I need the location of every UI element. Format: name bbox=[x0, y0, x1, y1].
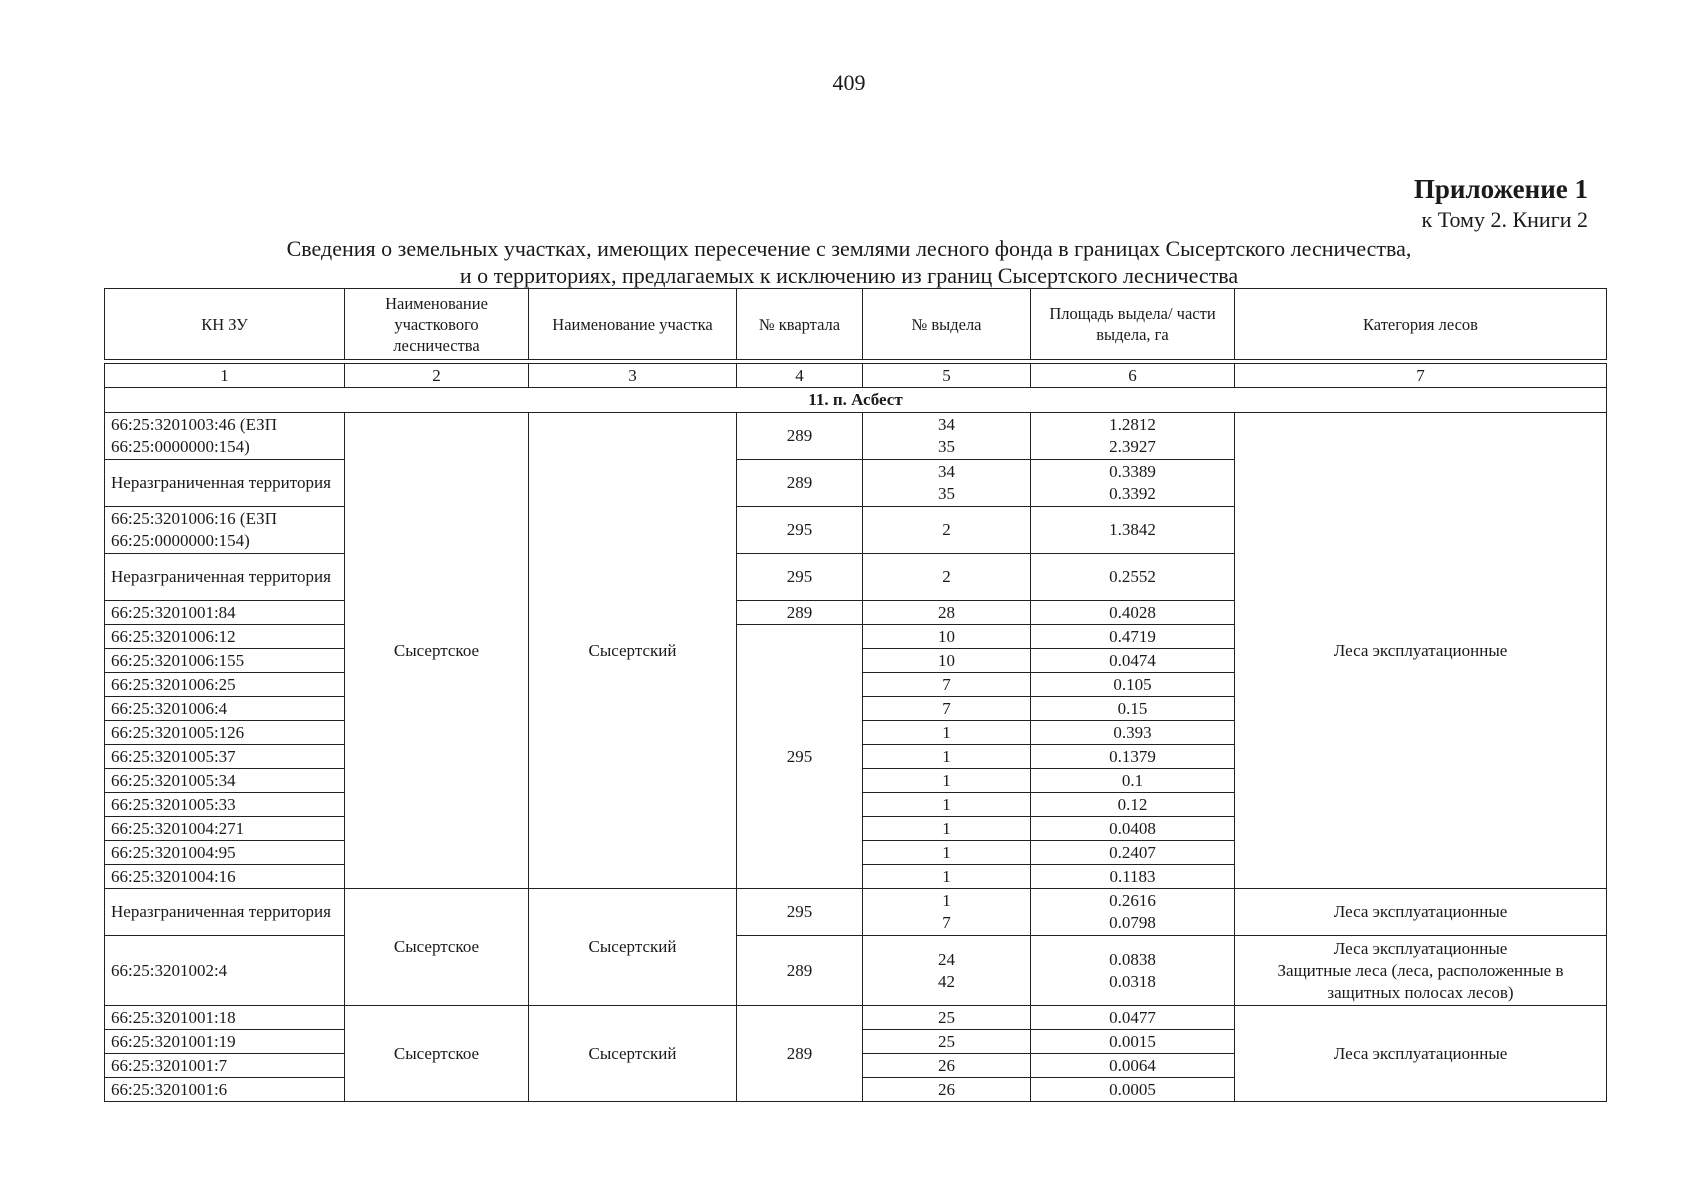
area-cell: 0.1 bbox=[1031, 769, 1235, 793]
column-number: 4 bbox=[737, 364, 863, 388]
page-number: 409 bbox=[832, 70, 866, 95]
section-row bbox=[105, 388, 1607, 413]
lesnichestvo-cell: Сысертское bbox=[345, 889, 529, 1006]
kn-cell: 66:25:3201001:6 bbox=[105, 1078, 345, 1102]
area-cell: 0.393 bbox=[1031, 721, 1235, 745]
kn-cell: 66:25:3201005:37 bbox=[105, 745, 345, 769]
document-title-line-1: Сведения о земельных участках, имеющих пересечение с землями лесного фонда в границах Сысертского лесничества, bbox=[286, 236, 1412, 261]
vydel-cell: 10 bbox=[863, 649, 1031, 673]
document-title bbox=[0, 235, 1698, 289]
kvartal-cell: 289 bbox=[737, 936, 863, 1006]
header-area: Площадь выдела/ части выдела, га bbox=[1031, 289, 1235, 360]
area-cell: 0.0005 bbox=[1031, 1078, 1235, 1102]
vydel-cell: 7 bbox=[863, 697, 1031, 721]
kn-cell: 66:25:3201006:155 bbox=[105, 649, 345, 673]
kn-cell: 66:25:3201004:271 bbox=[105, 817, 345, 841]
vydel-cell: 1 7 bbox=[863, 889, 1031, 936]
kn-cell: 66:25:3201006:4 bbox=[105, 697, 345, 721]
kn-cell: Неразграниченная территория bbox=[105, 554, 345, 601]
header-category: Категория лесов bbox=[1235, 289, 1607, 360]
area-cell: 0.4028 bbox=[1031, 601, 1235, 625]
column-number: 6 bbox=[1031, 364, 1235, 388]
vydel-cell: 26 bbox=[863, 1078, 1031, 1102]
uchastok-cell: Сысертский bbox=[529, 889, 737, 1006]
section-title: 11. п. Асбест bbox=[105, 388, 1607, 413]
vydel-cell: 2 bbox=[863, 507, 1031, 554]
vydel-cell: 24 42 bbox=[863, 936, 1031, 1006]
column-number: 3 bbox=[529, 364, 737, 388]
area-cell: 0.0408 bbox=[1031, 817, 1235, 841]
kn-cell: 66:25:3201004:16 bbox=[105, 865, 345, 889]
data-table bbox=[104, 363, 1607, 1102]
category-cell: Леса эксплуатационные bbox=[1235, 889, 1607, 936]
kn-cell: 66:25:3201005:34 bbox=[105, 769, 345, 793]
area-cell: 0.105 bbox=[1031, 673, 1235, 697]
kn-cell: 66:25:3201001:19 bbox=[105, 1030, 345, 1054]
vydel-cell: 10 bbox=[863, 625, 1031, 649]
area-cell: 0.4719 bbox=[1031, 625, 1235, 649]
vydel-cell: 1 bbox=[863, 769, 1031, 793]
column-number: 2 bbox=[345, 364, 529, 388]
area-cell: 0.3389 0.3392 bbox=[1031, 460, 1235, 507]
column-number: 5 bbox=[863, 364, 1031, 388]
lesnichestvo-cell: Сысертское bbox=[345, 413, 529, 889]
uchastok-cell: Сысертский bbox=[529, 1006, 737, 1102]
header-uchastok: Наименование участка bbox=[529, 289, 737, 360]
vydel-cell: 7 bbox=[863, 673, 1031, 697]
kvartal-cell: 289 bbox=[737, 1006, 863, 1102]
kn-cell: 66:25:3201003:46 (ЕЗП 66:25:0000000:154) bbox=[105, 413, 345, 460]
area-cell: 0.2552 bbox=[1031, 554, 1235, 601]
area-cell: 0.1379 bbox=[1031, 745, 1235, 769]
vydel-cell: 28 bbox=[863, 601, 1031, 625]
document-title-line-2: и о территориях, предлагаемых к исключению из границ Сысертского лесничества bbox=[459, 263, 1239, 288]
vydel-cell: 2 bbox=[863, 554, 1031, 601]
kn-cell: 66:25:3201005:33 bbox=[105, 793, 345, 817]
kvartal-cell: 295 bbox=[737, 625, 863, 889]
kvartal-cell: 295 bbox=[737, 507, 863, 554]
kvartal-cell: 289 bbox=[737, 601, 863, 625]
header-vydel: № выдела bbox=[863, 289, 1031, 360]
kvartal-cell: 289 bbox=[737, 413, 863, 460]
lesnichestvo-cell: Сысертское bbox=[345, 1006, 529, 1102]
area-cell: 0.0838 0.0318 bbox=[1031, 936, 1235, 1006]
vydel-cell: 1 bbox=[863, 841, 1031, 865]
vydel-cell: 1 bbox=[863, 793, 1031, 817]
area-cell: 0.12 bbox=[1031, 793, 1235, 817]
vydel-cell: 1 bbox=[863, 865, 1031, 889]
column-number: 7 bbox=[1235, 364, 1607, 388]
kn-cell: 66:25:3201004:95 bbox=[105, 841, 345, 865]
kn-cell: 66:25:3201005:126 bbox=[105, 721, 345, 745]
kn-cell: 66:25:3201001:84 bbox=[105, 601, 345, 625]
area-cell: 0.0015 bbox=[1031, 1030, 1235, 1054]
kn-cell: 66:25:3201006:12 bbox=[105, 625, 345, 649]
category-cell: Леса эксплуатационные Защитные леса (леса, расположенные в защитных полосах лесов) bbox=[1235, 936, 1607, 1006]
kn-cell: Неразграниченная территория bbox=[105, 460, 345, 507]
kn-cell: Неразграниченная территория bbox=[105, 889, 345, 936]
kn-cell: 66:25:3201006:25 bbox=[105, 673, 345, 697]
kn-cell: 66:25:3201001:18 bbox=[105, 1006, 345, 1030]
area-cell: 0.2407 bbox=[1031, 841, 1235, 865]
uchastok-cell: Сысертский bbox=[529, 413, 737, 889]
header-kn-zu: КН ЗУ bbox=[105, 289, 345, 360]
kvartal-cell: 295 bbox=[737, 554, 863, 601]
appendix-title: Приложение 1 bbox=[1413, 174, 1588, 204]
area-cell: 0.1183 bbox=[1031, 865, 1235, 889]
table-row bbox=[105, 1006, 1607, 1030]
area-cell: 0.0064 bbox=[1031, 1054, 1235, 1078]
vydel-cell: 1 bbox=[863, 745, 1031, 769]
table-row bbox=[105, 413, 1607, 460]
category-cell: Леса эксплуатационные bbox=[1235, 1006, 1607, 1102]
kn-cell: 66:25:3201001:7 bbox=[105, 1054, 345, 1078]
column-numbers-row bbox=[105, 364, 1607, 388]
vydel-cell: 25 bbox=[863, 1030, 1031, 1054]
area-cell: 0.0477 bbox=[1031, 1006, 1235, 1030]
area-cell: 0.15 bbox=[1031, 697, 1235, 721]
header-lesnichestvo: Наименование участкового лесничества bbox=[345, 289, 529, 360]
header-kvartal: № квартала bbox=[737, 289, 863, 360]
appendix-subtitle: к Тому 2. Книги 2 bbox=[1421, 207, 1588, 232]
area-cell: 0.0474 bbox=[1031, 649, 1235, 673]
table-header bbox=[104, 288, 1607, 360]
area-cell: 0.2616 0.0798 bbox=[1031, 889, 1235, 936]
vydel-cell: 34 35 bbox=[863, 413, 1031, 460]
column-number: 1 bbox=[105, 364, 345, 388]
vydel-cell: 25 bbox=[863, 1006, 1031, 1030]
vydel-cell: 1 bbox=[863, 817, 1031, 841]
vydel-cell: 1 bbox=[863, 721, 1031, 745]
kvartal-cell: 289 bbox=[737, 460, 863, 507]
area-cell: 1.2812 2.3927 bbox=[1031, 413, 1235, 460]
category-cell: Леса эксплуатационные bbox=[1235, 413, 1607, 889]
vydel-cell: 34 35 bbox=[863, 460, 1031, 507]
kn-cell: 66:25:3201002:4 bbox=[105, 936, 345, 1006]
table-row bbox=[105, 936, 1607, 1006]
kn-cell: 66:25:3201006:16 (ЕЗП 66:25:0000000:154) bbox=[105, 507, 345, 554]
vydel-cell: 26 bbox=[863, 1054, 1031, 1078]
area-cell: 1.3842 bbox=[1031, 507, 1235, 554]
kvartal-cell: 295 bbox=[737, 889, 863, 936]
table-row bbox=[105, 889, 1607, 936]
